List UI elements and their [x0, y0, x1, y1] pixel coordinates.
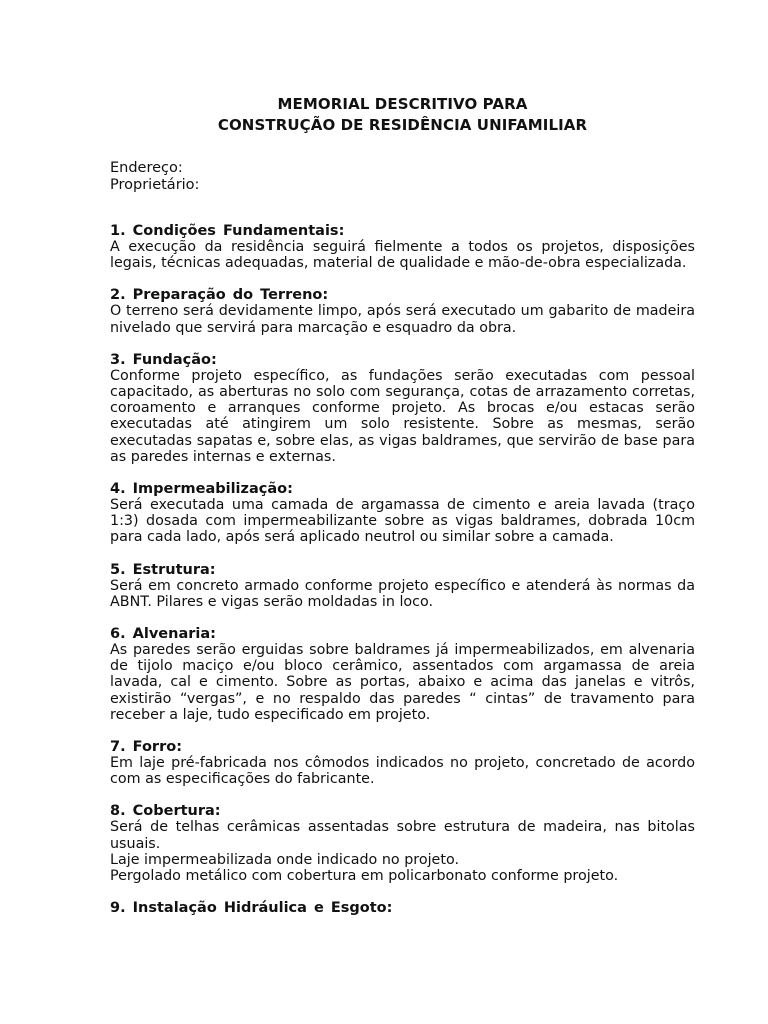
- section-heading: 7. Forro:: [110, 739, 182, 756]
- section-heading: 9. Instalação Hidráulica e Esgoto:: [110, 900, 393, 917]
- section-heading: 6. Alvenaria:: [110, 626, 216, 643]
- section: [110, 287, 695, 335]
- section: [110, 900, 695, 916]
- section: [110, 352, 695, 465]
- section-heading: 3. Fundação:: [110, 351, 217, 368]
- section-paragraph: Conforme projeto específico, as fundações serão executadas com pessoal capacitado, as aberturas no solo com segurança, cotas de arrazamento corretas, coroamento e arranques conforme projeto. As brocas e/ou estacas serão executadas até atingirem um solo resistente. Sobre as mesmas, serão executadas sapatas e, sobre elas, as vigas baldrames, que servirão de base para as paredes internas e externas.: [110, 367, 695, 465]
- sections-list: [110, 223, 695, 916]
- section-paragraph: Será de telhas cerâmicas assentadas sobre estrutura de madeira, nas bitolas usuais.: [110, 819, 695, 852]
- section-paragraph: Será em concreto armado conforme projeto específico e atenderá às normas da ABNT. Pilares e vigas serão moldadas in loco.: [110, 577, 695, 610]
- section-heading: 4. Impermeabilização:: [110, 481, 293, 498]
- section-heading: 5. Estrutura:: [110, 561, 216, 578]
- section-paragraph: Laje impermeabilizada onde indicado no projeto.: [110, 851, 460, 868]
- section-heading: 1. Condições Fundamentais:: [110, 223, 345, 239]
- section: [110, 739, 695, 787]
- section-paragraph: O terreno será devidamente limpo, após será executado um gabarito de madeira nivelado que servirá para marcação e esquadro da obra.: [110, 303, 695, 336]
- section: [110, 223, 695, 271]
- section-paragraph: Será executada uma camada de argamassa de cimento e areia lavada (traço 1:3) dosada com impermeabilizante sobre as vigas baldrames, dobrada 10cm para cada lado, após será aplicado neutrol ou similar sobre a camada.: [110, 497, 695, 546]
- section-paragraph: Pergolado metálico com cobertura em policarbonato conforme projeto.: [110, 868, 619, 885]
- section-paragraph: As paredes serão erguidas sobre baldrames já impermeabilizados, em alvenaria de tijolo maciço e/ou bloco cerâmico, assentados com argamassa de areia lavada, cal e cimento. Sobre as portas, abaixo e acima das janelas e vitrôs, existirão “vergas”, e no respaldo das paredes “ cintas” de travamento para receber a laje, tudo especificado em projeto.: [110, 642, 695, 723]
- section: [110, 562, 695, 610]
- section-paragraph: Em laje pré-fabricada nos cômodos indicados no projeto, concretado de acordo com as especificações do fabricante.: [110, 755, 695, 788]
- section-heading: 8. Cobertura:: [110, 803, 221, 820]
- title-line-2: CONSTRUÇÃO DE RESIDÊNCIA UNIFAMILIAR: [217, 116, 588, 134]
- address-label: Endereço:: [110, 160, 183, 176]
- section-paragraph: A execução da residência seguirá fielmente a todos os projetos, disposições legais, técnicas adequadas, material de qualidade e mão-de-obra especializada.: [110, 239, 695, 272]
- header-fields: [110, 160, 695, 193]
- title-line-1: MEMORIAL DESCRITIVO PARA: [277, 95, 528, 113]
- section: [110, 626, 695, 723]
- document-title: [110, 94, 695, 136]
- section-heading: 2. Preparação do Terreno:: [110, 287, 329, 304]
- section: [110, 803, 695, 884]
- owner-label: Proprietário:: [110, 176, 200, 193]
- section: [110, 481, 695, 546]
